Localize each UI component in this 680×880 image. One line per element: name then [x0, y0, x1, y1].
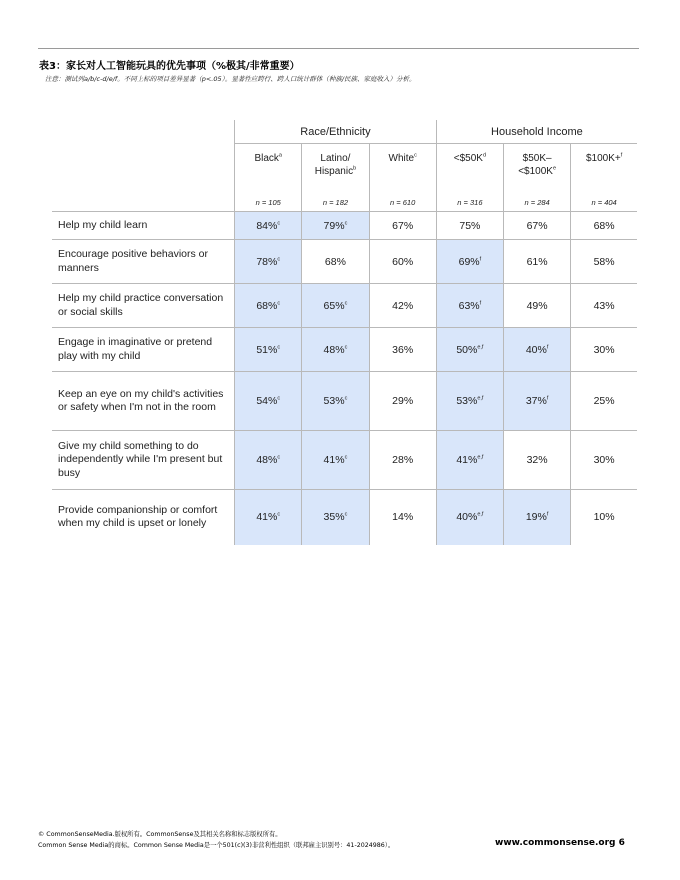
percent-cell [235, 240, 302, 284]
percent-value: 32% [526, 454, 548, 466]
percent-value: 10% [593, 511, 615, 524]
top-rule [38, 48, 639, 49]
significance-superscript: e,f [477, 511, 484, 518]
significance-superscript: c [344, 395, 348, 402]
percent-cell [571, 212, 637, 240]
corner-cell-3 [52, 193, 235, 212]
percent-cell [436, 490, 503, 545]
percent-value: 79% [323, 219, 345, 232]
column-header-superscript: e [552, 165, 557, 172]
footer-url-page: www.commonsense.org 6 [495, 838, 625, 848]
sample-size: n = 182 [302, 193, 369, 212]
significance-superscript: f [546, 511, 549, 518]
percent-cell [571, 431, 637, 490]
percent-value: 51% [256, 343, 278, 356]
percent-cell [235, 284, 302, 328]
table-row [52, 328, 637, 372]
percent-cell [436, 240, 503, 284]
percent-cell [302, 372, 369, 431]
percent-cell [235, 372, 302, 431]
percent-value: 48% [256, 454, 278, 466]
percent-value: 48% [323, 343, 345, 356]
percent-value: 53% [323, 395, 345, 407]
significance-superscript: c [277, 256, 281, 262]
table-row [52, 372, 637, 431]
table-body [52, 212, 637, 545]
sample-size: n = 404 [571, 193, 637, 212]
percent-cell [369, 431, 436, 490]
percent-value: 67% [526, 219, 548, 232]
percent-cell [571, 328, 637, 372]
table-note: 注意：测试列a/b/c-d/e/f。不同上标的项目差异显著（p<.05）。显著性应跨行、跨人口统计群体（种族/民族、家庭收入）分析。 [45, 75, 416, 83]
footer-trademark: Common Sense Media的商标。Common Sense Media是一个501(c)(3)非营利性组织（联邦雇主识别号：41-2024986）。 [38, 842, 395, 849]
percent-value: 65% [323, 299, 345, 312]
percent-value: 61% [526, 255, 548, 268]
significance-superscript: c [277, 395, 281, 402]
percent-cell [369, 490, 436, 545]
significance-superscript: e,f [477, 344, 484, 350]
percent-value: 58% [593, 255, 615, 268]
significance-superscript: f [546, 344, 549, 350]
column-header-superscript: a [278, 152, 282, 159]
percent-value: 53% [456, 395, 478, 407]
table-row [52, 240, 637, 284]
percent-cell [235, 328, 302, 372]
significance-superscript: c [277, 511, 281, 518]
row-label: Encourage positive behaviors or manners [52, 240, 235, 284]
row-label: Provide companionship or comfort when my child is upset or lonely [52, 490, 235, 545]
table-row [52, 284, 637, 328]
percent-cell [504, 431, 571, 490]
percent-value: 43% [593, 299, 615, 312]
percent-value: 78% [256, 255, 278, 268]
percent-value: 40% [456, 511, 478, 524]
significance-superscript: c [277, 300, 281, 306]
percent-cell [436, 284, 503, 328]
sample-size: n = 284 [504, 193, 571, 212]
percent-cell [369, 372, 436, 431]
percent-cell [436, 372, 503, 431]
percent-cell [369, 284, 436, 328]
group-header-income: Household Income [436, 120, 637, 144]
column-header-superscript: d [482, 152, 487, 159]
column-header-label-line2: Hispanic [314, 166, 354, 177]
percent-cell [302, 490, 369, 545]
table-row [52, 212, 637, 240]
percent-value: 50% [456, 343, 478, 356]
column-header-label: $50K– [522, 153, 552, 164]
column-header-label: Latino/ [320, 153, 351, 164]
column-header-label: Black [254, 153, 279, 164]
percent-cell [302, 284, 369, 328]
column-header [436, 144, 503, 194]
percent-cell [504, 284, 571, 328]
percent-value: 35% [323, 511, 345, 524]
percent-value: 25% [593, 395, 615, 407]
percent-value: 84% [256, 219, 278, 232]
percent-cell [436, 431, 503, 490]
percent-value: 67% [392, 219, 414, 232]
percent-value: 68% [324, 255, 346, 268]
percent-value: 68% [256, 299, 278, 312]
row-label: Engage in imaginative or pretend play with my child [52, 328, 235, 372]
significance-superscript: c [344, 300, 348, 306]
significance-superscript: c [277, 344, 281, 350]
priorities-table-wrapper [52, 120, 637, 545]
significance-superscript: c [344, 511, 348, 518]
column-header-label: White [388, 153, 415, 164]
percent-value: 30% [593, 454, 615, 466]
percent-value: 41% [256, 511, 278, 524]
significance-superscript: e,f [477, 395, 484, 402]
sample-size: n = 105 [235, 193, 302, 212]
row-label: Help my child practice conversation or social skills [52, 284, 235, 328]
percent-cell [369, 240, 436, 284]
percent-cell [504, 328, 571, 372]
significance-superscript: f [546, 395, 549, 402]
corner-cell [52, 120, 235, 144]
column-header-label: $100K+ [585, 153, 621, 164]
percent-value: 28% [392, 454, 414, 466]
column-header [504, 144, 571, 194]
percent-cell [571, 490, 637, 545]
percent-value: 40% [525, 343, 547, 356]
corner-cell-2 [52, 144, 235, 194]
percent-value: 19% [525, 511, 547, 524]
percent-value: 42% [392, 299, 414, 312]
significance-superscript: e,f [477, 454, 484, 461]
percent-cell [504, 240, 571, 284]
significance-superscript: c [344, 220, 348, 226]
percent-cell [302, 431, 369, 490]
percent-cell [436, 328, 503, 372]
percent-value: 41% [456, 454, 478, 466]
sample-size: n = 610 [369, 193, 436, 212]
percent-value: 14% [392, 511, 414, 524]
row-label: Give my child something to do independently while I'm present but busy [52, 431, 235, 490]
column-header-superscript: b [353, 165, 357, 172]
percent-cell [235, 490, 302, 545]
percent-value: 37% [525, 395, 547, 407]
percent-cell [235, 431, 302, 490]
percent-cell [571, 284, 637, 328]
percent-value: 29% [392, 395, 414, 407]
row-label: Keep an eye on my child's activities or safety when I'm not in the room [52, 372, 235, 431]
percent-cell [571, 372, 637, 431]
percent-value: 68% [593, 219, 615, 232]
percent-value: 60% [392, 255, 414, 268]
percent-value: 49% [526, 299, 548, 312]
percent-cell [571, 240, 637, 284]
significance-superscript: f [479, 256, 482, 262]
significance-superscript: f [479, 300, 482, 306]
significance-superscript: c [277, 220, 281, 226]
percent-cell [504, 212, 571, 240]
footer-copyright: © CommonSenseMedia.版权所有。CommonSense及其相关名称和标志版权所有。 [38, 831, 282, 838]
percent-cell [302, 240, 369, 284]
percent-value: 69% [458, 255, 480, 268]
sample-size: n = 316 [436, 193, 503, 212]
percent-cell [504, 490, 571, 545]
percent-value: 75% [459, 219, 481, 232]
column-header [571, 144, 637, 194]
table-title: 表3：家长对人工智能玩具的优先事项（%极其/非常重要） [39, 61, 300, 72]
column-header-superscript: f [620, 152, 623, 159]
group-header-race: Race/Ethnicity [235, 120, 437, 144]
table-row [52, 490, 637, 545]
percent-cell [302, 328, 369, 372]
column-header-label: <$50K [453, 153, 483, 164]
percent-cell [369, 212, 436, 240]
column-header [235, 144, 302, 194]
column-header [369, 144, 436, 194]
priorities-table [52, 120, 637, 545]
percent-value: 41% [323, 454, 345, 466]
percent-cell [302, 212, 369, 240]
percent-cell [369, 328, 436, 372]
significance-superscript: c [344, 344, 348, 350]
column-header-superscript: c [414, 152, 417, 159]
significance-superscript: c [344, 454, 348, 461]
row-label: Help my child learn [52, 212, 235, 240]
significance-superscript: c [277, 454, 281, 461]
percent-value: 63% [458, 299, 480, 312]
percent-value: 36% [392, 343, 414, 356]
percent-cell [504, 372, 571, 431]
percent-cell [235, 212, 302, 240]
percent-value: 30% [593, 343, 615, 356]
percent-cell [436, 212, 503, 240]
column-header [302, 144, 369, 194]
column-header-label-line2: <$100K [518, 166, 553, 177]
table-row [52, 431, 637, 490]
percent-value: 54% [256, 395, 278, 407]
